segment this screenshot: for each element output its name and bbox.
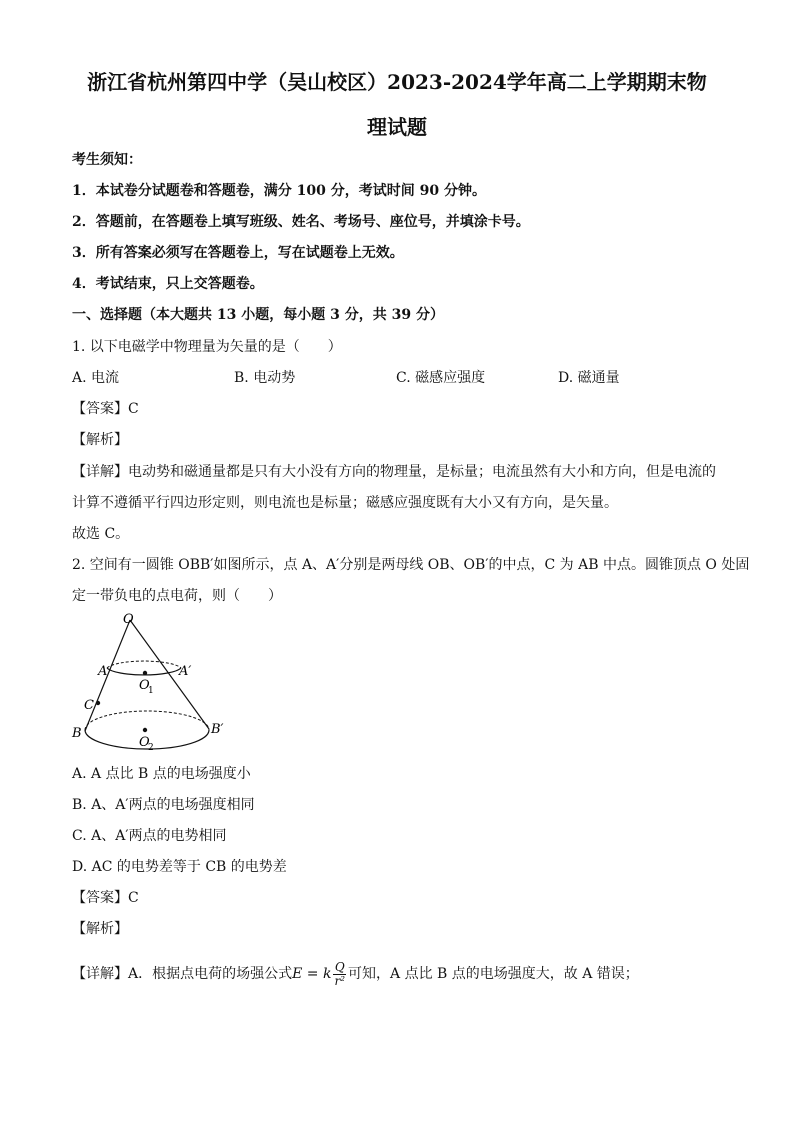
q2-option-d: D. AC 的电势差等于 CB 的电势差 bbox=[72, 859, 287, 875]
notice-item-4: 4．考试结束，只上交答题卷。 bbox=[72, 276, 264, 292]
q2-option-b: B. A、A′两点的电场强度相同 bbox=[72, 797, 255, 813]
point-o2 bbox=[143, 728, 147, 732]
q2-stem-line1: 2. 空间有一圆锥 OBB′如图所示，点 A、A′分别是两母线 OB、OB′的中点，C 为 AB 中点。圆锥顶点 O 处固 bbox=[72, 557, 750, 573]
doc-title-line2: 理试题 bbox=[367, 115, 427, 139]
label-b: B bbox=[72, 726, 82, 741]
q2-answer: 【答案】C bbox=[72, 890, 139, 906]
notice-item-2: 2．答题前，在答题卷上填写班级、姓名、考场号、座位号，并填涂卡号。 bbox=[72, 214, 530, 230]
q1-detail-line2: 计算不遵循平行四边形定则，则电流也是标量；磁感应强度既有大小又有方向，是矢量。 bbox=[72, 495, 618, 511]
point-c bbox=[96, 701, 100, 705]
q1-analysis-label: 【解析】 bbox=[72, 432, 128, 448]
cone-figure bbox=[68, 608, 238, 758]
formula-fraction bbox=[333, 961, 346, 988]
label-b-prime: B′ bbox=[211, 722, 224, 737]
label-a: A bbox=[98, 664, 108, 679]
label-o: O bbox=[123, 612, 134, 627]
q1-option-b: B. 电动势 bbox=[234, 370, 296, 386]
label-a-prime: A′ bbox=[179, 664, 192, 679]
label-o2-sub: 2 bbox=[148, 743, 154, 753]
label-o2: O bbox=[139, 735, 150, 750]
formula-lhs: E = k bbox=[292, 966, 332, 982]
label-c: C bbox=[84, 698, 94, 713]
q2-detail-prefix: 【详解】A．根据点电荷的场强公式 bbox=[72, 966, 293, 982]
q2-analysis-label: 【解析】 bbox=[72, 921, 128, 937]
q2-option-a: A. A 点比 B 点的电场强度小 bbox=[72, 766, 251, 782]
section1-heading: 一、选择题（本大题共 13 小题，每小题 3 分，共 39 分） bbox=[72, 307, 444, 323]
doc-title-line1: 浙江省杭州第四中学（吴山校区）2023-2024学年高二上学期期末物 bbox=[87, 70, 707, 94]
q1-answer: 【答案】C bbox=[72, 401, 139, 417]
label-o1-sub: 1 bbox=[148, 686, 154, 696]
q1-option-a: A. 电流 bbox=[72, 370, 120, 386]
lower-ellipse-back bbox=[85, 711, 209, 730]
q2-detail-line1 bbox=[72, 960, 639, 988]
point-o1 bbox=[143, 671, 147, 675]
q2-stem-line2: 定一带负电的点电荷，则（ ） bbox=[72, 588, 282, 604]
q2-detail-suffix: 可知，A 点比 B 点的电场强度大，故 A 错误； bbox=[348, 966, 639, 982]
q1-detail-line1: 【详解】电动势和磁通量都是只有大小没有方向的物理量，是标量；电流虽然有大小和方向，但是电流的 bbox=[72, 464, 716, 480]
q1-conclusion: 故选 C。 bbox=[72, 526, 130, 542]
formula-numerator: Q bbox=[334, 959, 345, 974]
formula-denominator: r² bbox=[334, 973, 346, 988]
upper-ellipse-back bbox=[107, 661, 181, 668]
q1-option-c: C. 磁感应强度 bbox=[396, 370, 486, 386]
q1-stem: 1. 以下电磁学中物理量为矢量的是（ ） bbox=[72, 339, 342, 355]
notice-item-3: 3．所有答案必须写在答题卷上，写在试题卷上无效。 bbox=[72, 245, 404, 261]
q2-option-c: C. A、A′两点的电势相同 bbox=[72, 828, 227, 844]
field-formula bbox=[292, 960, 348, 988]
label-o1: O bbox=[139, 678, 150, 693]
cone-side-left bbox=[85, 620, 130, 731]
q1-option-d: D. 磁通量 bbox=[558, 370, 620, 386]
notice-heading: 考生须知： bbox=[72, 152, 142, 168]
notice-item-1: 1．本试卷分试题卷和答题卷，满分 100 分，考试时间 90 分钟。 bbox=[72, 183, 486, 199]
